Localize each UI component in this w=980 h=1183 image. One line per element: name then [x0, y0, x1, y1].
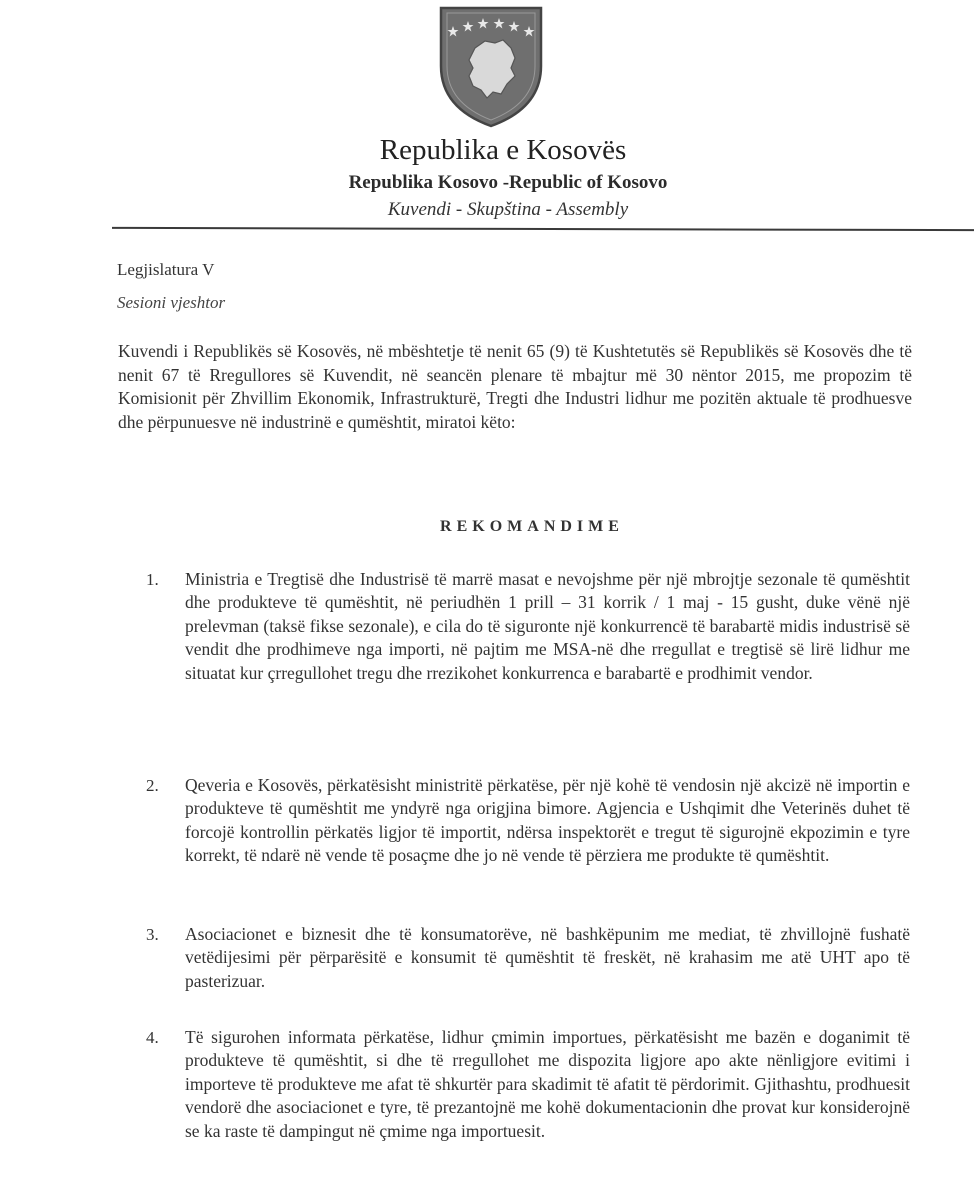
recommendation-number: 3.: [146, 925, 159, 944]
recommendation-number: 4.: [146, 1028, 159, 1047]
country-subtitle: Republika Kosovo -Republic of Kosovo: [348, 172, 668, 193]
coat-of-arms-emblem: [437, 4, 545, 130]
legislature-label: Legjislatura V: [117, 260, 215, 279]
recommendation-number: 1.: [146, 570, 159, 589]
recommendation-number: 2.: [146, 776, 159, 795]
country-title: Republika e Kosovës: [379, 134, 627, 166]
session-label: Sesioni vjeshtor: [117, 293, 226, 312]
assembly-line: Kuvendi - Skupština - Assembly: [387, 199, 629, 220]
section-heading: REKOMANDIME: [440, 518, 624, 535]
recommendation-text: Të sigurohen informata përkatëse, lidhur çmimin importues, përkatësisht me bazën e doganimit të produkteve të qumështit, si dhe të rregullohet me dispozita ligjore apo akte nënligjore evitimi i importeve të produkteve me afat të shkurtër para skadimit të afatit të përdorimit. Gjithashtu, prodhuesit vendorë dhe asociacionet e tyre, të prezantojnë me kohë dokumentacionin dhe provat kur konsiderojnë se ka raste të dampingut në çmime nga importuesit.: [185, 1027, 910, 1141]
intro-paragraph: Kuvendi i Republikës së Kosovës, në mbështetje të nenit 65 (9) të Kushtetutës së Republikës së Kosovës dhe të nenit 67 të Rregullores së Kuvendit, në seancën plenare të mbajtur më 30 nëntor 2015, me propozim të Komisionit për Zhvillim Ekonomik, Infrastrukturë, Tregti dhe Industri lidhur me pozitën aktuale të prodhuesve dhe përpunuesve në industrinë e qumështit, miratoi këto:: [118, 341, 912, 432]
header-divider: [112, 227, 974, 231]
recommendation-text: Qeveria e Kosovës, përkatësisht ministritë përkatëse, për një kohë të vendosin një akcizë në importin e produkteve të qumështit me yndyrë nga origjina bimore. Agjencia e Ushqimit dhe Veterinës duhet të forcojë kontrollin përkatës ligjor të importit, ndërsa inspektorët e tregut të sigurojnë ekpozimin e tyre korrekt, të ndarë në vende të posaçme dhe jo në vende të përziera me produkte të qumështit.: [185, 775, 910, 866]
recommendation-text: Ministria e Tregtisë dhe Industrisë të marrë masat e nevojshme për një mbrojtje sezonale të qumështit dhe produkteve të qumështit, në periudhën 1 prill – 31 korrik / 1 maj - 15 gusht, duke vënë një prelevman (taksë fikse sezonale), e cila do të siguronte një konkurrencë të barabartë midis industrisë së vendit dhe prodhimeve nga importi, në pajtim me MSA-në dhe rregullat e tregtisë së lirë lidhur me situatat kur çrregullohet tregu dhe rrezikohet konkurrenca e barabartë e prodhimit vendor.: [185, 569, 910, 683]
recommendation-text: Asociacionet e biznesit dhe të konsumatorëve, në bashkëpunim me mediat, të zhvillojnë fushatë vetëdijesimi për përparësitë e konsumit të qumështit të freskët, në krahasim me atë UHT apo të pasterizuar.: [185, 924, 910, 991]
